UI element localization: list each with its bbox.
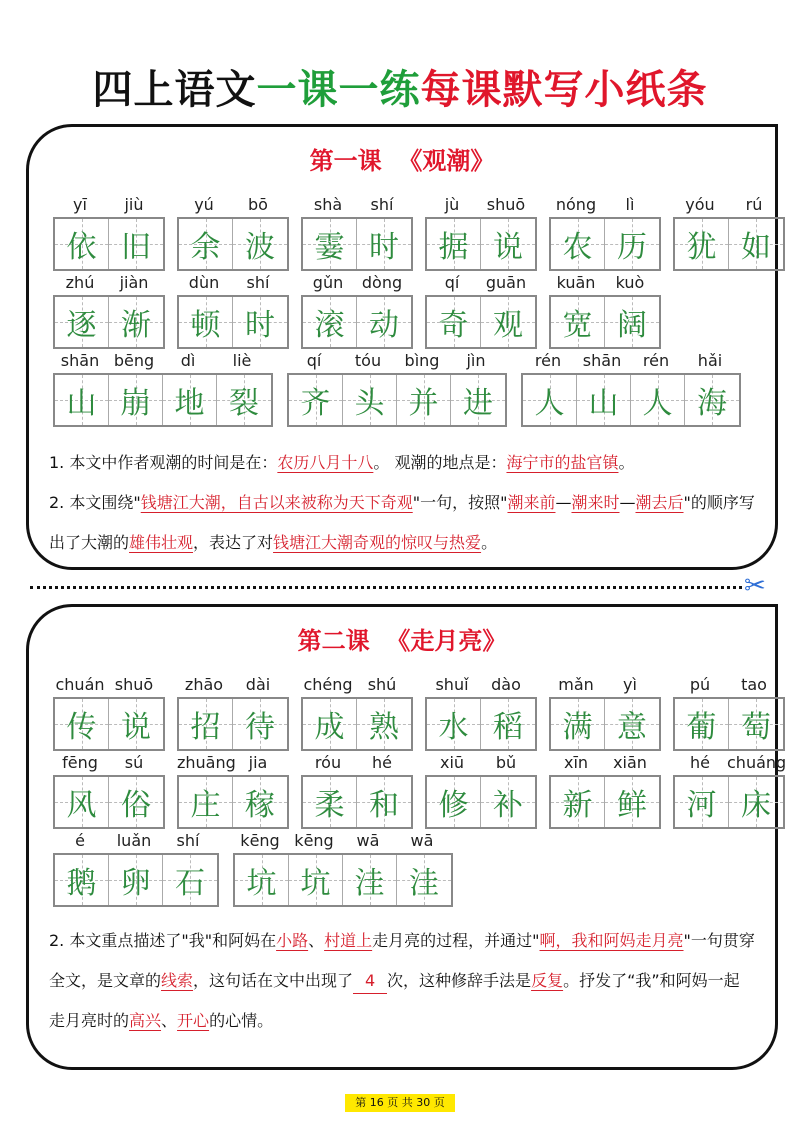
pinyin: chéng (303, 675, 353, 694)
l2q2-text-g: 。抒发了“我”和阿妈一起走月亮时的 (49, 971, 740, 1030)
pinyin: chuán (55, 675, 105, 694)
character-cell: 鲜 (605, 777, 659, 827)
pinyin: shān (60, 351, 100, 370)
character-cell: 俗 (109, 777, 163, 827)
pinyin: bìng (404, 351, 440, 370)
pinyin: nóng (555, 195, 597, 214)
lesson-1-question-2 (49, 483, 755, 563)
pinyin: xiān (613, 753, 647, 772)
pinyin: guān (485, 273, 527, 292)
character-cell: 地 (163, 375, 217, 425)
lesson-2-row (53, 675, 771, 753)
q2-text-g: 。 (481, 533, 498, 552)
character-cell: 稼 (233, 777, 287, 827)
pinyin: wā (410, 831, 434, 850)
character-boxes (301, 217, 413, 271)
character-boxes (53, 697, 165, 751)
pinyin: shān (582, 351, 622, 370)
pinyin: luǎn (116, 831, 152, 850)
pinyin: shuō (114, 675, 154, 694)
q1-text-c: 。 (618, 453, 635, 472)
pinyin: shuǐ (435, 675, 469, 694)
character-cell: 说 (481, 219, 535, 269)
title-part-3: 每课默写小纸条 (420, 67, 708, 113)
page-title (0, 58, 800, 115)
character-cell: 据 (427, 219, 481, 269)
title-part-1: 四上语文 (92, 67, 257, 113)
character-cell: 人 (523, 375, 577, 425)
character-boxes (287, 373, 507, 427)
pinyin: jìn (466, 351, 486, 370)
character-boxes (53, 853, 219, 907)
character-cell: 齐 (289, 375, 343, 425)
l2q2-answer-count: 4 (353, 969, 387, 994)
character-cell: 新 (551, 777, 605, 827)
character-cell: 说 (109, 699, 163, 749)
character-boxes (177, 697, 289, 751)
character-boxes (425, 697, 537, 751)
pinyin: hé (690, 753, 710, 772)
character-cell: 渐 (109, 297, 163, 347)
character-boxes (53, 373, 273, 427)
lesson-1-word-grid (53, 195, 771, 429)
character-cell: 进 (451, 375, 505, 425)
l2q2-text-c: 走月亮的过程，并通过" (372, 931, 540, 950)
character-cell: 坑 (289, 855, 343, 905)
character-cell: 柔 (303, 777, 357, 827)
pinyin: gǔn (312, 273, 344, 292)
l2q2-answer-path: 小路 (276, 931, 309, 950)
pinyin: liè (232, 351, 252, 370)
lesson-1-row (53, 273, 767, 351)
pinyin: é (75, 831, 85, 850)
character-cell: 阔 (605, 297, 659, 347)
lesson-2-row (53, 753, 787, 831)
character-cell: 床 (729, 777, 783, 827)
pinyin: yì (623, 675, 637, 694)
character-cell: 鹅 (55, 855, 109, 905)
character-boxes (549, 775, 661, 829)
character-cell: 历 (605, 219, 659, 269)
character-cell: 山 (577, 375, 631, 425)
pinyin: kuān (556, 273, 596, 292)
character-cell: 风 (55, 777, 109, 827)
pinyin: rén (534, 351, 562, 370)
q1-answer-time: 农历八月十八 (277, 453, 374, 472)
lesson-2-word-grid (53, 675, 787, 909)
character-cell: 熟 (357, 699, 411, 749)
pinyin: chuáng (727, 753, 787, 772)
character-cell: 洼 (397, 855, 451, 905)
cut-line (30, 586, 742, 589)
character-boxes (301, 697, 413, 751)
character-boxes (177, 775, 289, 829)
character-cell: 霎 (303, 219, 357, 269)
character-boxes (673, 217, 785, 271)
character-cell: 水 (427, 699, 481, 749)
pinyin: bǔ (495, 753, 517, 772)
l2q2-text-h: 、 (161, 1011, 178, 1030)
pinyin: jia (248, 753, 268, 772)
character-cell: 裂 (217, 375, 271, 425)
pinyin: hǎi (697, 351, 723, 370)
pinyin: kuò (615, 273, 645, 292)
q2-text-c: — (555, 493, 572, 512)
l2q2-answer-sentence: 啊，我和阿妈走月亮 (539, 931, 684, 950)
character-cell: 山 (55, 375, 109, 425)
l2q2-answer-clue: 线索 (161, 971, 194, 990)
l2q2-text-a: 2. 本文重点描述了"我"和阿妈在 (49, 931, 277, 950)
character-boxes (521, 373, 741, 427)
character-cell: 如 (729, 219, 783, 269)
pinyin: xiū (439, 753, 465, 772)
q2-text-e: "的顺序写出了大潮的 (49, 493, 755, 552)
pinyin: tao (741, 675, 767, 694)
character-boxes (301, 295, 413, 349)
q1-text-b: 。 观潮的地点是： (373, 453, 507, 472)
pinyin: bēng (113, 351, 155, 370)
pinyin: qí (444, 273, 460, 292)
lesson-2-title: 第二课 《走月亮》 (297, 627, 507, 655)
q2-answer-majestic: 雄伟壮观 (129, 533, 194, 552)
character-cell: 依 (55, 219, 109, 269)
pinyin: yóu (685, 195, 715, 214)
lesson-2-questions (49, 921, 755, 1041)
pinyin: dào (491, 675, 521, 694)
title-part-2: 一课一练 (256, 67, 421, 113)
l2q2-text-i: 的心情。 (209, 1011, 274, 1030)
character-cell: 农 (551, 219, 605, 269)
pinyin: rú (745, 195, 763, 214)
character-cell: 宽 (551, 297, 605, 347)
character-boxes (425, 217, 537, 271)
character-boxes (425, 295, 537, 349)
character-cell: 坑 (235, 855, 289, 905)
character-cell: 成 (303, 699, 357, 749)
lesson-1-question-1 (49, 443, 755, 483)
pinyin: kēng (294, 831, 334, 850)
pinyin: shà (313, 195, 343, 214)
character-cell: 满 (551, 699, 605, 749)
pinyin: qí (306, 351, 322, 370)
pinyin: dùn (188, 273, 220, 292)
pinyin: yī (73, 195, 87, 214)
character-cell: 庄 (179, 777, 233, 827)
q2-answer-emotion: 钱塘江大潮奇观的惊叹与热爱 (273, 533, 482, 552)
pinyin: zhú (65, 273, 95, 292)
character-cell: 萄 (729, 699, 783, 749)
pinyin: sú (124, 753, 144, 772)
character-cell: 洼 (343, 855, 397, 905)
character-boxes (549, 295, 661, 349)
character-cell: 动 (357, 297, 411, 347)
page-footer: 第 16 页 共 30 页 (345, 1094, 455, 1112)
character-cell: 波 (233, 219, 287, 269)
pinyin: shí (370, 195, 394, 214)
pinyin: róu (314, 753, 342, 772)
pinyin: wā (356, 831, 380, 850)
q2-text-b: "一句，按照" (412, 493, 508, 512)
character-boxes (673, 775, 785, 829)
character-cell: 海 (685, 375, 739, 425)
pinyin: yú (194, 195, 214, 214)
character-cell: 滚 (303, 297, 357, 347)
q2-answer-before: 潮来前 (507, 493, 556, 512)
q1-answer-place: 海宁市的盐官镇 (506, 453, 619, 472)
pinyin: tóu (354, 351, 382, 370)
pinyin: kēng (240, 831, 280, 850)
pinyin: shuō (486, 195, 526, 214)
pinyin: zhāo (184, 675, 224, 694)
character-cell: 待 (233, 699, 287, 749)
character-cell: 河 (675, 777, 729, 827)
q2-text-f: ，表达了对 (193, 533, 274, 552)
l2q2-text-b: 、 (308, 931, 325, 950)
character-boxes (53, 217, 165, 271)
character-boxes (53, 295, 165, 349)
pinyin: jiàn (119, 273, 149, 292)
character-cell: 旧 (109, 219, 163, 269)
character-boxes (233, 853, 453, 907)
character-cell: 头 (343, 375, 397, 425)
q1-text-a: 1. 本文中作者观潮的时间是在： (49, 453, 278, 472)
character-cell: 葡 (675, 699, 729, 749)
pinyin: xīn (563, 753, 589, 772)
lesson-1-panel (26, 124, 778, 570)
pinyin: dòng (361, 273, 403, 292)
lesson-1-title: 第一课 《观潮》 (309, 147, 495, 175)
character-cell: 观 (481, 297, 535, 347)
lesson-1-row (53, 351, 767, 429)
character-cell: 逐 (55, 297, 109, 347)
character-cell: 卵 (109, 855, 163, 905)
character-boxes (549, 697, 661, 751)
character-boxes (177, 295, 289, 349)
l2q2-text-e: ，这句话在文中出现了 (193, 971, 354, 990)
pinyin: bō (248, 195, 268, 214)
lesson-2-panel (26, 604, 787, 1070)
l2q2-answer-village-road: 村道上 (324, 931, 373, 950)
l2q2-answer-repetition: 反复 (531, 971, 564, 990)
q2-answer-sentence: 钱塘江大潮，自古以来被称为天下奇观 (140, 493, 413, 512)
character-cell: 传 (55, 699, 109, 749)
character-boxes (301, 775, 413, 829)
pinyin: pú (689, 675, 711, 694)
pinyin: lì (625, 195, 635, 214)
pinyin: shí (246, 273, 270, 292)
l2q2-text-d: "一句贯穿全文，是文章的 (49, 931, 755, 990)
character-cell: 时 (233, 297, 287, 347)
character-cell: 人 (631, 375, 685, 425)
pinyin: dài (245, 675, 271, 694)
scissors-icon: ✂ (744, 571, 766, 601)
pinyin: zhuāng (177, 753, 236, 772)
character-cell: 余 (179, 219, 233, 269)
character-cell: 修 (427, 777, 481, 827)
pinyin: dì (180, 351, 196, 370)
character-cell: 意 (605, 699, 659, 749)
character-cell: 和 (357, 777, 411, 827)
pinyin: fēng (62, 753, 98, 772)
character-boxes (425, 775, 537, 829)
lesson-1-questions (49, 443, 755, 563)
q2-text-a: 2. 本文围绕" (49, 493, 141, 512)
lesson-2-row (53, 831, 767, 909)
pinyin: shú (367, 675, 397, 694)
character-cell: 犹 (675, 219, 729, 269)
character-cell: 稻 (481, 699, 535, 749)
character-cell: 补 (481, 777, 535, 827)
character-cell: 奇 (427, 297, 481, 347)
lesson-1-row (53, 195, 771, 273)
character-cell: 并 (397, 375, 451, 425)
pinyin: mǎn (558, 675, 594, 694)
character-boxes (549, 217, 661, 271)
pinyin: hé (372, 753, 392, 772)
l2q2-answer-happy: 高兴 (129, 1011, 162, 1030)
q2-answer-during: 潮来时 (571, 493, 620, 512)
character-boxes (673, 697, 785, 751)
l2q2-text-f: 次，这种修辞手法是 (387, 971, 532, 990)
l2q2-answer-joyful: 开心 (177, 1011, 210, 1030)
pinyin: jù (444, 195, 460, 214)
character-cell: 顿 (179, 297, 233, 347)
character-cell: 时 (357, 219, 411, 269)
character-boxes (177, 217, 289, 271)
pinyin: shí (176, 831, 200, 850)
character-cell: 崩 (109, 375, 163, 425)
character-cell: 招 (179, 699, 233, 749)
lesson-2-question-2 (49, 921, 755, 1041)
character-boxes (53, 775, 165, 829)
pinyin: jiù (124, 195, 144, 214)
pinyin: rén (642, 351, 670, 370)
q2-text-d: — (619, 493, 636, 512)
character-cell: 石 (163, 855, 217, 905)
q2-answer-after: 潮去后 (635, 493, 684, 512)
